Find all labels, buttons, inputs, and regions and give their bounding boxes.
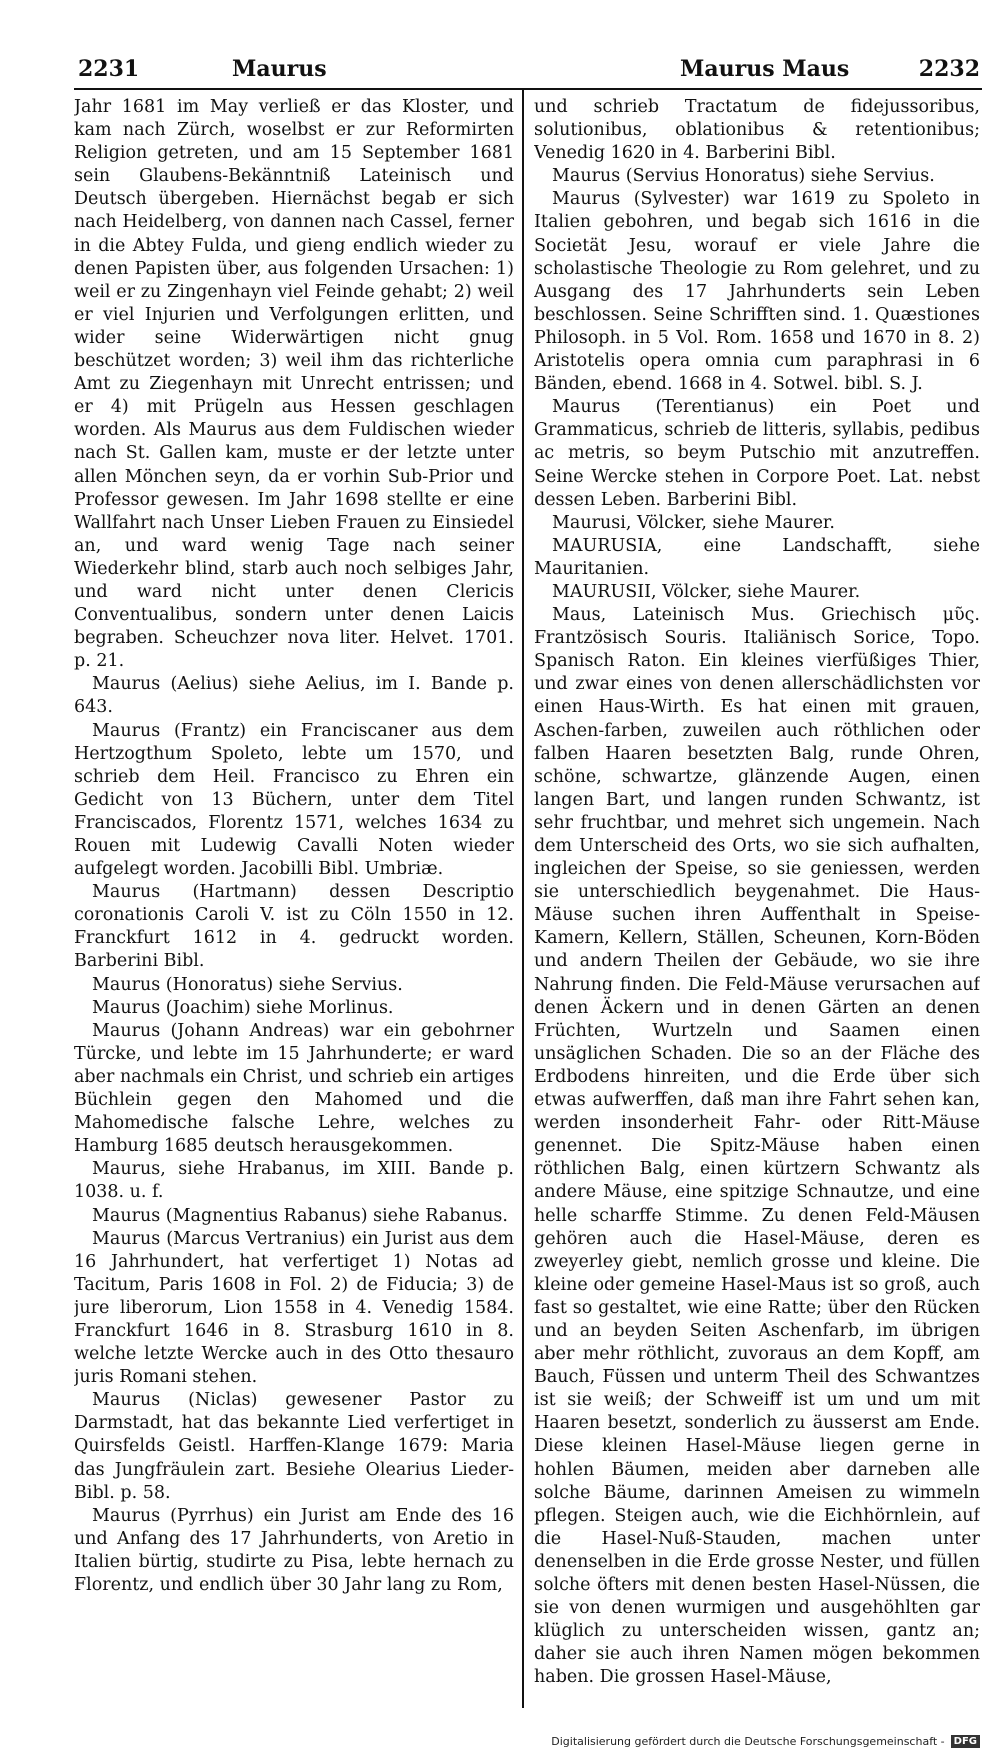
entry-paragraph: Maurus (Marcus Vertranius) ein Jurist aus dem 16 Jahrhundert, hat verfertiget 1) Notas ad Tacitum, Paris 1608 in Fol. 2) de Fiducia; 3) de jure liberorum, Lion 1558 in 4. Venedig 1584. Franckfurt 1646 in 8. Strasburg 1610 in 8. welche letzte Wercke auch in des Otto thesauro juris Romani stehen. xyxy=(74,1228,514,1388)
entry-paragraph: Maurus (Sylvester) war 1619 zu Spoleto in Italien gebohren, und begab sich 1616 in die Societät Jesu, worauf er viele Jahre die scholastische Theologie zu Rom gelehret, und zu Ausgang des 17 Jahrhunderts sein Leben beschlossen. Seine Schrifften sind. 1. Quæstiones Philosoph. in 5 Vol. Rom. 1658 und 1670 in 8. 2) Aristotelis opera omnia cum paraphrasi in 6 Bänden, ebend. 1668 in 4. Sotwel. bibl. S. J. xyxy=(534,189,980,395)
entry-paragraph: Maurus, siehe Hrabanus, im XIII. Bande p. 1038. u. f. xyxy=(74,1159,514,1203)
entry-paragraph: Maus, Lateinisch Mus. Griechisch μῦς. Frantzösisch Souris. Italiänisch Sorice, Topo. Spanisch Raton. Ein kleines vierfüßiges Thier, und zwar eines von denen allerschädlichsten vor einen Haus-Wirth. Es hat einen mit grauen, Aschen-farben, zuweilen auch röthlichen oder falben Haaren besetzten Balg, runde Ohren, schöne, schwartze, glänzende Augen, einen langen Bart, und langen runden Schwantz, ist sehr fruchtbar, und mehret sich ungemein. Nach dem Unterscheid des Orts, wo sie sich aufhalten, ingleichen der Speise, so sie geniessen, werden sie unterschiedlich beygenahmet. Die Haus-Mäuse suchen ihren Auffenthalt in Speise-Kamern, Kellern, Ställen, Scheunen, Korn-Böden und andern Theilen der Gebäude, wo sie ihre Nahrung finden. Die Feld-Mäuse verursachen auf denen Äckern und in denen Gärten an denen Früchten, Wurtzeln und Saamen einen unsäglichen Schaden. Die so an der Fläche des Erdbodens hinreiten, und die Erde über sich etwas aufwerffen, daß man ihre Fahrt sehen kan, werden insonderheit Fahr- oder Ritt-Mäuse genennet. Die Spitz-Mäuse haben einen röthlichen Balg, einen kürtzern Schwantz als andere Mäuse, eine spitzige Schnautze, und eine helle scharffe Stimme. Zu denen Feld-Mäusen gehören auch die Hasel-Mäuse, deren es zweyerley giebt, nemlich grosse und kleine. Die kleine oder gemeine Hasel-Maus ist so groß, auch fast so gestaltet, wie eine Ratte; über den Rücken und an beyden Seiten Aschenfarb, im übrigen aber mehr röthlicht, zuvoraus an dem Kopff, am Bauch, Füssen und unterm Theil des Schwantzes ist sie weiß; der Schweiff ist um und um mit Haaren besetzt, sonderlich zu äusserst am Ende. Diese kleinen Hasel-Mäuse liegen gerne in hohlen Bäumen, meiden aber darneben alle solche Bäume, darinnen Ameisen zu wimmeln pflegen. Steigen auch, wie die Eichhörnlein, auf die Hasel-Nuß-Stauden, machen unter denenselben in die Erde grosse Nester, und füllen solche öfters mit denen besten Hasel-Nüssen, die sie von denen wurmigen und ausgehöhlten gar klüglich zu unterscheiden wissen, gantz an; daher sie auch ihren Namen mögen bekommen haben. Die grossen Hasel-Mäuse, xyxy=(534,605,980,1688)
entry-paragraph: Maurus (Magnentius Rabanus) siehe Rabanus. xyxy=(92,1205,508,1226)
entry-paragraph: und schrieb Tractatum de fidejussoribus, solutionibus, oblationibus & retentionibus; Venedig 1620 in 4. Barberini Bibl. xyxy=(534,97,980,164)
header-rule xyxy=(74,88,982,90)
entry-paragraph: Maurusi, Völcker, siehe Maurer. xyxy=(552,512,835,533)
right-running-title: Maurus Maus xyxy=(680,56,850,82)
entry-paragraph: Maurus (Terentianus) ein Poet und Grammaticus, schrieb de litteris, syllabis, pedibus ac metris, so beym Putschio mit anzutreffen. Seine Wercke stehen in Corpore Poet. Lat. nebst dessen Leben. Barberini Bibl. xyxy=(534,397,980,510)
entry-paragraph: Maurus (Frantz) ein Franciscaner aus dem Hertzogthum Spoleto, lebte um 1570, und schrieb dem Heil. Francisco zu Ehren ein Gedicht von 13 Büchern, unter dem Titel Franciscados, Florentz 1571, welches 1634 zu Rouen mit Ludewig Cavalli Noten wieder aufgelegt worden. Jacobilli Bibl. Umbriæ. xyxy=(74,720,514,880)
left-running-title: Maurus xyxy=(232,56,327,82)
right-page-number: 2232 xyxy=(918,56,980,82)
entry-paragraph: Maurus (Hartmann) dessen Descriptio coronationis Caroli V. ist zu Cöln 1550 in 12. Franckfurt 1612 in 4. gedruckt worden. Barberini Bibl. xyxy=(74,882,514,972)
column-divider xyxy=(522,88,524,1708)
entry-paragraph: Maurus (Niclas) gewesener Pastor zu Darmstadt, hat das bekannte Lied verfertiget in Quirsfelds Geistl. Harffen-Klange 1679: Maria das Jungfräulein zart. Besiehe Olearius Lieder-Bibl. p. 58. xyxy=(74,1390,514,1503)
entry-paragraph: Maurus (Johann Andreas) war ein gebohrner Türcke, und lebte im 15 Jahrhunderte; er ward aber nachmals ein Christ, und schrieb ein artiges Büchlein gegen den Mahomed und die Mahomedische falsche Lehre, welches zu Hamburg 1685 deutsch herausgekommen. xyxy=(74,1020,514,1157)
dfg-logo: DFG xyxy=(951,1735,980,1748)
entry-paragraph: MAURUSIA, eine Landschafft, siehe Mauritanien. xyxy=(534,535,980,579)
entry-paragraph: Maurus (Pyrrhus) ein Jurist am Ende des 16 und Anfang des 17 Jahrhunderts, von Aretio in Italien bürtig, studirte zu Pisa, lebte hernach zu Florentz, und endlich über 30 Jahr lang zu Rom, xyxy=(74,1505,514,1595)
entry-paragraph: Maurus (Servius Honoratus) siehe Servius. xyxy=(552,166,935,187)
left-page-number: 2231 xyxy=(78,56,140,82)
entry-paragraph: MAURUSII, Völcker, siehe Maurer. xyxy=(552,581,861,602)
digitization-footer xyxy=(551,1735,980,1748)
entry-paragraph: Jahr 1681 im May verließ er das Kloster, und kam nach Zürch, woselbst er zur Reformirten Religion getreten, und am 15 September 1681 sein Glaubens-Bekänntniß Lateinisch und Deutsch übergeben. Hiernächst begab er sich nach Heidelberg, von dannen nach Cassel, ferner in die Abtey Fulda, und gieng endlich wieder zu denen Papisten über, aus folgenden Ursachen: 1) weil er zu Zingenhayn viel Feinde gehabt; 2) weil er viel Injurien und Verfolgungen erlitten, und wider seine Widerwärtigen nicht gnug beschützet worden; 3) weil ihm das richterliche Amt zu Ziegenhayn mit Unrecht entrissen; und er 4) mit Prügeln aus Hessen geschlagen worden. Als Maurus aus dem Fuldischen wieder nach St. Gallen kam, muste er der letzte unter allen Mönchen seyn, da er vorhin Sub-Prior und Professor gewesen. Im Jahr 1698 stellte er eine Wallfahrt nach Unser Lieben Frauen zu Einsiedel an, und ward wenig Tage nach seiner Wiederkehr blind, starb auch noch selbiges Jahr, und ward nicht unter denen Clericis Conventualibus, sondern unter denen Laicis begraben. Scheuchzer nova liter. Helvet. 1701. p. 21. xyxy=(74,97,514,672)
right-column xyxy=(534,96,980,1706)
footer-credit: Digitalisierung gefördert durch die Deutsche Forschungsgemeinschaft - xyxy=(551,1735,945,1748)
left-column xyxy=(74,96,514,1706)
entry-paragraph: Maurus (Joachim) siehe Morlinus. xyxy=(92,997,394,1018)
entry-paragraph: Maurus (Aelius) siehe Aelius, im I. Bande p. 643. xyxy=(74,674,514,718)
entry-paragraph: Maurus (Honoratus) siehe Servius. xyxy=(92,974,403,995)
